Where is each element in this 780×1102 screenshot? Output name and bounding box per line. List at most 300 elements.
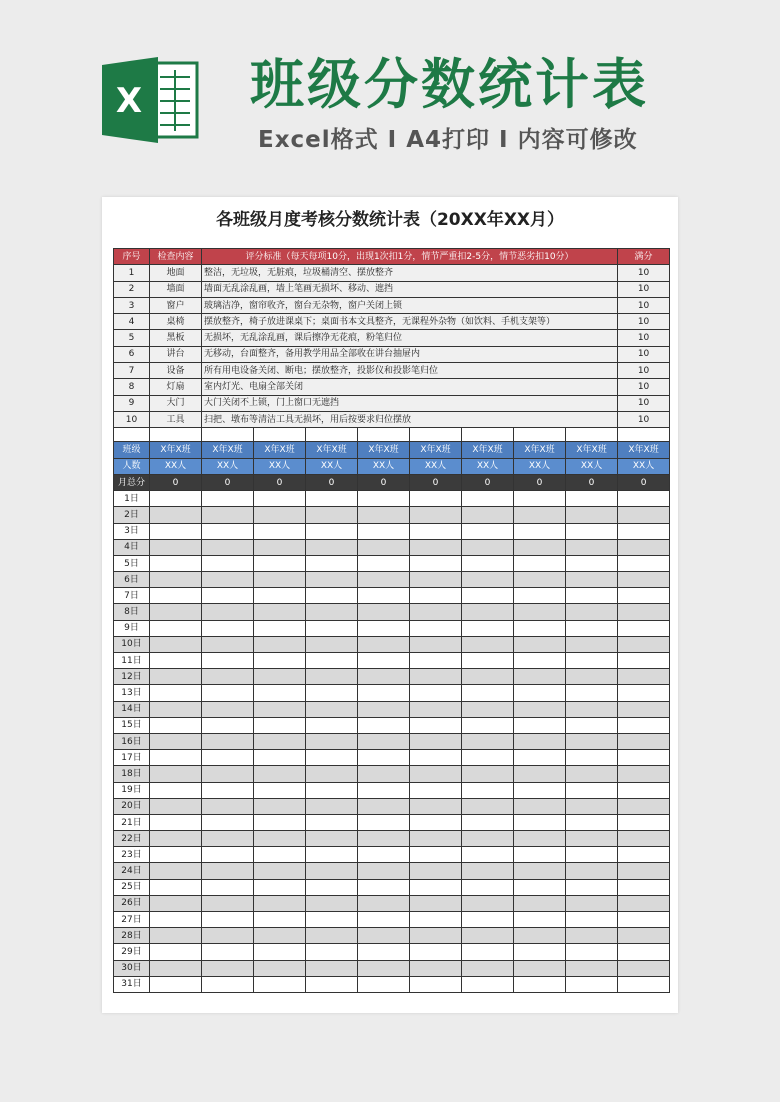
score-input-cell[interactable] — [150, 572, 202, 588]
score-input-cell[interactable] — [514, 491, 566, 507]
score-input-cell[interactable] — [358, 539, 410, 555]
score-input-cell[interactable] — [150, 895, 202, 911]
score-input-cell[interactable] — [306, 960, 358, 976]
score-input-cell[interactable] — [306, 847, 358, 863]
score-input-cell[interactable] — [306, 717, 358, 733]
score-input-cell[interactable] — [254, 814, 306, 830]
score-input-cell[interactable] — [150, 685, 202, 701]
score-input-cell[interactable] — [566, 960, 618, 976]
score-input-cell[interactable] — [254, 976, 306, 992]
score-input-cell[interactable] — [306, 636, 358, 652]
score-input-cell[interactable] — [566, 895, 618, 911]
score-input-cell[interactable] — [462, 539, 514, 555]
score-input-cell[interactable] — [514, 895, 566, 911]
score-input-cell[interactable] — [306, 539, 358, 555]
score-input-cell[interactable] — [514, 523, 566, 539]
score-input-cell[interactable] — [514, 831, 566, 847]
score-input-cell[interactable] — [514, 507, 566, 523]
score-input-cell[interactable] — [514, 669, 566, 685]
score-input-cell[interactable] — [410, 847, 462, 863]
score-input-cell[interactable] — [462, 847, 514, 863]
score-input-cell[interactable] — [254, 766, 306, 782]
score-input-cell[interactable] — [254, 507, 306, 523]
score-input-cell[interactable] — [514, 701, 566, 717]
score-input-cell[interactable] — [514, 798, 566, 814]
score-input-cell[interactable] — [618, 912, 670, 928]
score-input-cell[interactable] — [254, 944, 306, 960]
score-input-cell[interactable] — [462, 928, 514, 944]
score-input-cell[interactable] — [306, 814, 358, 830]
score-input-cell[interactable] — [410, 604, 462, 620]
score-input-cell[interactable] — [306, 831, 358, 847]
score-input-cell[interactable] — [254, 588, 306, 604]
score-input-cell[interactable] — [566, 766, 618, 782]
score-input-cell[interactable] — [514, 879, 566, 895]
score-input-cell[interactable] — [306, 669, 358, 685]
score-input-cell[interactable] — [358, 782, 410, 798]
score-input-cell[interactable] — [566, 733, 618, 749]
score-input-cell[interactable] — [462, 733, 514, 749]
score-input-cell[interactable] — [202, 733, 254, 749]
score-input-cell[interactable] — [202, 717, 254, 733]
score-input-cell[interactable] — [410, 507, 462, 523]
score-input-cell[interactable] — [618, 620, 670, 636]
score-input-cell[interactable] — [514, 944, 566, 960]
score-input-cell[interactable] — [566, 912, 618, 928]
score-input-cell[interactable] — [306, 879, 358, 895]
score-input-cell[interactable] — [306, 944, 358, 960]
score-input-cell[interactable] — [358, 895, 410, 911]
score-input-cell[interactable] — [514, 733, 566, 749]
score-input-cell[interactable] — [358, 604, 410, 620]
score-input-cell[interactable] — [306, 685, 358, 701]
score-input-cell[interactable] — [306, 523, 358, 539]
score-input-cell[interactable] — [410, 653, 462, 669]
score-input-cell[interactable] — [202, 669, 254, 685]
score-input-cell[interactable] — [462, 750, 514, 766]
score-input-cell[interactable] — [410, 895, 462, 911]
score-input-cell[interactable] — [202, 491, 254, 507]
score-input-cell[interactable] — [306, 895, 358, 911]
score-input-cell[interactable] — [358, 814, 410, 830]
score-input-cell[interactable] — [306, 507, 358, 523]
score-input-cell[interactable] — [358, 636, 410, 652]
score-input-cell[interactable] — [566, 636, 618, 652]
score-input-cell[interactable] — [618, 928, 670, 944]
score-input-cell[interactable] — [462, 814, 514, 830]
score-input-cell[interactable] — [618, 539, 670, 555]
score-input-cell[interactable] — [202, 701, 254, 717]
score-input-cell[interactable] — [150, 636, 202, 652]
score-input-cell[interactable] — [150, 960, 202, 976]
score-input-cell[interactable] — [306, 750, 358, 766]
score-input-cell[interactable] — [358, 928, 410, 944]
score-input-cell[interactable] — [462, 717, 514, 733]
score-input-cell[interactable] — [618, 604, 670, 620]
score-input-cell[interactable] — [462, 960, 514, 976]
score-input-cell[interactable] — [254, 782, 306, 798]
score-input-cell[interactable] — [410, 766, 462, 782]
score-input-cell[interactable] — [462, 572, 514, 588]
score-input-cell[interactable] — [150, 912, 202, 928]
score-input-cell[interactable] — [150, 879, 202, 895]
score-input-cell[interactable] — [566, 669, 618, 685]
score-input-cell[interactable] — [618, 733, 670, 749]
score-input-cell[interactable] — [150, 798, 202, 814]
score-input-cell[interactable] — [618, 523, 670, 539]
score-input-cell[interactable] — [254, 685, 306, 701]
score-input-cell[interactable] — [150, 701, 202, 717]
score-input-cell[interactable] — [410, 636, 462, 652]
score-input-cell[interactable] — [618, 653, 670, 669]
score-input-cell[interactable] — [410, 814, 462, 830]
score-input-cell[interactable] — [566, 491, 618, 507]
score-input-cell[interactable] — [618, 750, 670, 766]
score-input-cell[interactable] — [150, 733, 202, 749]
score-input-cell[interactable] — [618, 847, 670, 863]
score-input-cell[interactable] — [462, 604, 514, 620]
score-input-cell[interactable] — [514, 928, 566, 944]
score-input-cell[interactable] — [254, 733, 306, 749]
score-input-cell[interactable] — [618, 572, 670, 588]
score-input-cell[interactable] — [462, 685, 514, 701]
score-input-cell[interactable] — [462, 863, 514, 879]
score-input-cell[interactable] — [410, 831, 462, 847]
score-input-cell[interactable] — [566, 928, 618, 944]
score-input-cell[interactable] — [202, 944, 254, 960]
score-input-cell[interactable] — [358, 960, 410, 976]
score-input-cell[interactable] — [358, 863, 410, 879]
score-input-cell[interactable] — [306, 976, 358, 992]
score-input-cell[interactable] — [566, 507, 618, 523]
score-input-cell[interactable] — [410, 539, 462, 555]
score-input-cell[interactable] — [514, 814, 566, 830]
score-input-cell[interactable] — [254, 928, 306, 944]
score-input-cell[interactable] — [566, 814, 618, 830]
score-input-cell[interactable] — [358, 766, 410, 782]
score-input-cell[interactable] — [514, 604, 566, 620]
score-input-cell[interactable] — [462, 831, 514, 847]
score-input-cell[interactable] — [358, 831, 410, 847]
score-input-cell[interactable] — [254, 555, 306, 571]
score-input-cell[interactable] — [150, 555, 202, 571]
score-input-cell[interactable] — [358, 750, 410, 766]
score-input-cell[interactable] — [306, 701, 358, 717]
score-input-cell[interactable] — [202, 539, 254, 555]
score-input-cell[interactable] — [202, 588, 254, 604]
score-input-cell[interactable] — [618, 879, 670, 895]
score-input-cell[interactable] — [462, 976, 514, 992]
score-input-cell[interactable] — [202, 572, 254, 588]
score-input-cell[interactable] — [358, 912, 410, 928]
score-input-cell[interactable] — [618, 944, 670, 960]
score-input-cell[interactable] — [202, 976, 254, 992]
score-input-cell[interactable] — [514, 572, 566, 588]
score-input-cell[interactable] — [150, 750, 202, 766]
score-input-cell[interactable] — [462, 879, 514, 895]
score-input-cell[interactable] — [462, 555, 514, 571]
score-input-cell[interactable] — [618, 507, 670, 523]
score-input-cell[interactable] — [410, 928, 462, 944]
score-input-cell[interactable] — [514, 750, 566, 766]
score-input-cell[interactable] — [410, 798, 462, 814]
score-input-cell[interactable] — [618, 814, 670, 830]
score-input-cell[interactable] — [618, 636, 670, 652]
score-input-cell[interactable] — [202, 604, 254, 620]
score-input-cell[interactable] — [150, 588, 202, 604]
score-input-cell[interactable] — [254, 960, 306, 976]
score-input-cell[interactable] — [462, 944, 514, 960]
score-input-cell[interactable] — [306, 733, 358, 749]
score-input-cell[interactable] — [410, 912, 462, 928]
score-input-cell[interactable] — [254, 717, 306, 733]
score-input-cell[interactable] — [566, 944, 618, 960]
score-input-cell[interactable] — [410, 733, 462, 749]
score-input-cell[interactable] — [202, 750, 254, 766]
score-input-cell[interactable] — [150, 766, 202, 782]
score-input-cell[interactable] — [306, 782, 358, 798]
score-input-cell[interactable] — [618, 701, 670, 717]
score-input-cell[interactable] — [358, 798, 410, 814]
score-input-cell[interactable] — [202, 507, 254, 523]
score-input-cell[interactable] — [410, 572, 462, 588]
score-input-cell[interactable] — [358, 847, 410, 863]
score-input-cell[interactable] — [254, 604, 306, 620]
score-input-cell[interactable] — [358, 653, 410, 669]
score-input-cell[interactable] — [306, 620, 358, 636]
score-input-cell[interactable] — [254, 523, 306, 539]
score-input-cell[interactable] — [254, 798, 306, 814]
score-input-cell[interactable] — [514, 847, 566, 863]
score-input-cell[interactable] — [462, 636, 514, 652]
score-input-cell[interactable] — [462, 766, 514, 782]
score-input-cell[interactable] — [514, 766, 566, 782]
score-input-cell[interactable] — [410, 555, 462, 571]
score-input-cell[interactable] — [306, 572, 358, 588]
score-input-cell[interactable] — [618, 798, 670, 814]
score-input-cell[interactable] — [514, 588, 566, 604]
score-input-cell[interactable] — [514, 555, 566, 571]
score-input-cell[interactable] — [358, 879, 410, 895]
score-input-cell[interactable] — [202, 895, 254, 911]
score-input-cell[interactable] — [306, 588, 358, 604]
score-input-cell[interactable] — [254, 831, 306, 847]
score-input-cell[interactable] — [462, 491, 514, 507]
score-input-cell[interactable] — [254, 491, 306, 507]
score-input-cell[interactable] — [150, 507, 202, 523]
score-input-cell[interactable] — [410, 588, 462, 604]
score-input-cell[interactable] — [150, 976, 202, 992]
score-input-cell[interactable] — [462, 588, 514, 604]
score-input-cell[interactable] — [462, 701, 514, 717]
score-input-cell[interactable] — [462, 912, 514, 928]
score-input-cell[interactable] — [618, 960, 670, 976]
score-input-cell[interactable] — [462, 895, 514, 911]
score-input-cell[interactable] — [358, 733, 410, 749]
score-input-cell[interactable] — [566, 847, 618, 863]
score-input-cell[interactable] — [566, 685, 618, 701]
score-input-cell[interactable] — [618, 555, 670, 571]
score-input-cell[interactable] — [202, 960, 254, 976]
score-input-cell[interactable] — [566, 555, 618, 571]
score-input-cell[interactable] — [150, 782, 202, 798]
score-input-cell[interactable] — [150, 831, 202, 847]
score-input-cell[interactable] — [254, 653, 306, 669]
score-input-cell[interactable] — [254, 620, 306, 636]
score-input-cell[interactable] — [514, 685, 566, 701]
score-input-cell[interactable] — [358, 588, 410, 604]
score-input-cell[interactable] — [410, 782, 462, 798]
score-input-cell[interactable] — [202, 879, 254, 895]
score-input-cell[interactable] — [306, 604, 358, 620]
score-input-cell[interactable] — [358, 669, 410, 685]
score-input-cell[interactable] — [150, 620, 202, 636]
score-input-cell[interactable] — [566, 539, 618, 555]
score-input-cell[interactable] — [358, 944, 410, 960]
score-input-cell[interactable] — [202, 653, 254, 669]
score-input-cell[interactable] — [514, 912, 566, 928]
score-input-cell[interactable] — [618, 895, 670, 911]
score-input-cell[interactable] — [202, 766, 254, 782]
score-input-cell[interactable] — [150, 539, 202, 555]
score-input-cell[interactable] — [358, 491, 410, 507]
score-input-cell[interactable] — [254, 701, 306, 717]
score-input-cell[interactable] — [202, 782, 254, 798]
score-input-cell[interactable] — [254, 847, 306, 863]
score-input-cell[interactable] — [254, 750, 306, 766]
score-input-cell[interactable] — [410, 523, 462, 539]
score-input-cell[interactable] — [202, 798, 254, 814]
score-input-cell[interactable] — [566, 782, 618, 798]
score-input-cell[interactable] — [410, 491, 462, 507]
score-input-cell[interactable] — [150, 491, 202, 507]
score-input-cell[interactable] — [358, 555, 410, 571]
score-input-cell[interactable] — [150, 669, 202, 685]
score-input-cell[interactable] — [410, 879, 462, 895]
score-input-cell[interactable] — [462, 507, 514, 523]
score-input-cell[interactable] — [514, 636, 566, 652]
score-input-cell[interactable] — [150, 653, 202, 669]
score-input-cell[interactable] — [462, 669, 514, 685]
score-input-cell[interactable] — [566, 750, 618, 766]
score-input-cell[interactable] — [410, 620, 462, 636]
score-input-cell[interactable] — [254, 539, 306, 555]
score-input-cell[interactable] — [150, 847, 202, 863]
score-input-cell[interactable] — [514, 863, 566, 879]
score-input-cell[interactable] — [254, 895, 306, 911]
score-input-cell[interactable] — [618, 669, 670, 685]
score-input-cell[interactable] — [150, 944, 202, 960]
score-input-cell[interactable] — [202, 912, 254, 928]
score-input-cell[interactable] — [410, 944, 462, 960]
score-input-cell[interactable] — [358, 701, 410, 717]
score-input-cell[interactable] — [306, 653, 358, 669]
score-input-cell[interactable] — [150, 863, 202, 879]
score-input-cell[interactable] — [358, 685, 410, 701]
score-input-cell[interactable] — [618, 766, 670, 782]
score-input-cell[interactable] — [618, 863, 670, 879]
score-input-cell[interactable] — [514, 717, 566, 733]
score-input-cell[interactable] — [358, 717, 410, 733]
score-input-cell[interactable] — [358, 523, 410, 539]
score-input-cell[interactable] — [618, 491, 670, 507]
score-input-cell[interactable] — [514, 782, 566, 798]
score-input-cell[interactable] — [150, 717, 202, 733]
score-input-cell[interactable] — [618, 588, 670, 604]
score-input-cell[interactable] — [566, 620, 618, 636]
score-input-cell[interactable] — [150, 928, 202, 944]
score-input-cell[interactable] — [202, 685, 254, 701]
score-input-cell[interactable] — [514, 620, 566, 636]
score-input-cell[interactable] — [410, 750, 462, 766]
score-input-cell[interactable] — [254, 912, 306, 928]
score-input-cell[interactable] — [410, 669, 462, 685]
score-input-cell[interactable] — [202, 555, 254, 571]
score-input-cell[interactable] — [254, 879, 306, 895]
score-input-cell[interactable] — [410, 960, 462, 976]
score-input-cell[interactable] — [462, 523, 514, 539]
score-input-cell[interactable] — [306, 491, 358, 507]
score-input-cell[interactable] — [410, 717, 462, 733]
score-input-cell[interactable] — [618, 685, 670, 701]
score-input-cell[interactable] — [566, 604, 618, 620]
score-input-cell[interactable] — [618, 717, 670, 733]
score-input-cell[interactable] — [566, 879, 618, 895]
score-input-cell[interactable] — [358, 507, 410, 523]
score-input-cell[interactable] — [358, 572, 410, 588]
score-input-cell[interactable] — [254, 863, 306, 879]
score-input-cell[interactable] — [150, 604, 202, 620]
score-input-cell[interactable] — [566, 831, 618, 847]
score-input-cell[interactable] — [202, 523, 254, 539]
score-input-cell[interactable] — [462, 653, 514, 669]
score-input-cell[interactable] — [306, 863, 358, 879]
score-input-cell[interactable] — [566, 588, 618, 604]
score-input-cell[interactable] — [410, 976, 462, 992]
score-input-cell[interactable] — [514, 976, 566, 992]
score-input-cell[interactable] — [202, 814, 254, 830]
score-input-cell[interactable] — [150, 523, 202, 539]
score-input-cell[interactable] — [566, 863, 618, 879]
score-input-cell[interactable] — [306, 555, 358, 571]
score-input-cell[interactable] — [566, 798, 618, 814]
score-input-cell[interactable] — [202, 928, 254, 944]
score-input-cell[interactable] — [618, 782, 670, 798]
score-input-cell[interactable] — [462, 782, 514, 798]
score-input-cell[interactable] — [306, 928, 358, 944]
score-input-cell[interactable] — [254, 572, 306, 588]
score-input-cell[interactable] — [514, 653, 566, 669]
score-input-cell[interactable] — [566, 523, 618, 539]
score-input-cell[interactable] — [566, 701, 618, 717]
score-input-cell[interactable] — [358, 976, 410, 992]
score-input-cell[interactable] — [566, 976, 618, 992]
score-input-cell[interactable] — [306, 912, 358, 928]
score-input-cell[interactable] — [150, 814, 202, 830]
score-input-cell[interactable] — [410, 863, 462, 879]
score-input-cell[interactable] — [462, 798, 514, 814]
score-input-cell[interactable] — [202, 847, 254, 863]
score-input-cell[interactable] — [514, 539, 566, 555]
score-input-cell[interactable] — [202, 863, 254, 879]
score-input-cell[interactable] — [358, 620, 410, 636]
score-input-cell[interactable] — [202, 620, 254, 636]
score-input-cell[interactable] — [566, 717, 618, 733]
score-input-cell[interactable] — [306, 798, 358, 814]
score-input-cell[interactable] — [566, 572, 618, 588]
score-input-cell[interactable] — [618, 976, 670, 992]
score-input-cell[interactable] — [618, 831, 670, 847]
